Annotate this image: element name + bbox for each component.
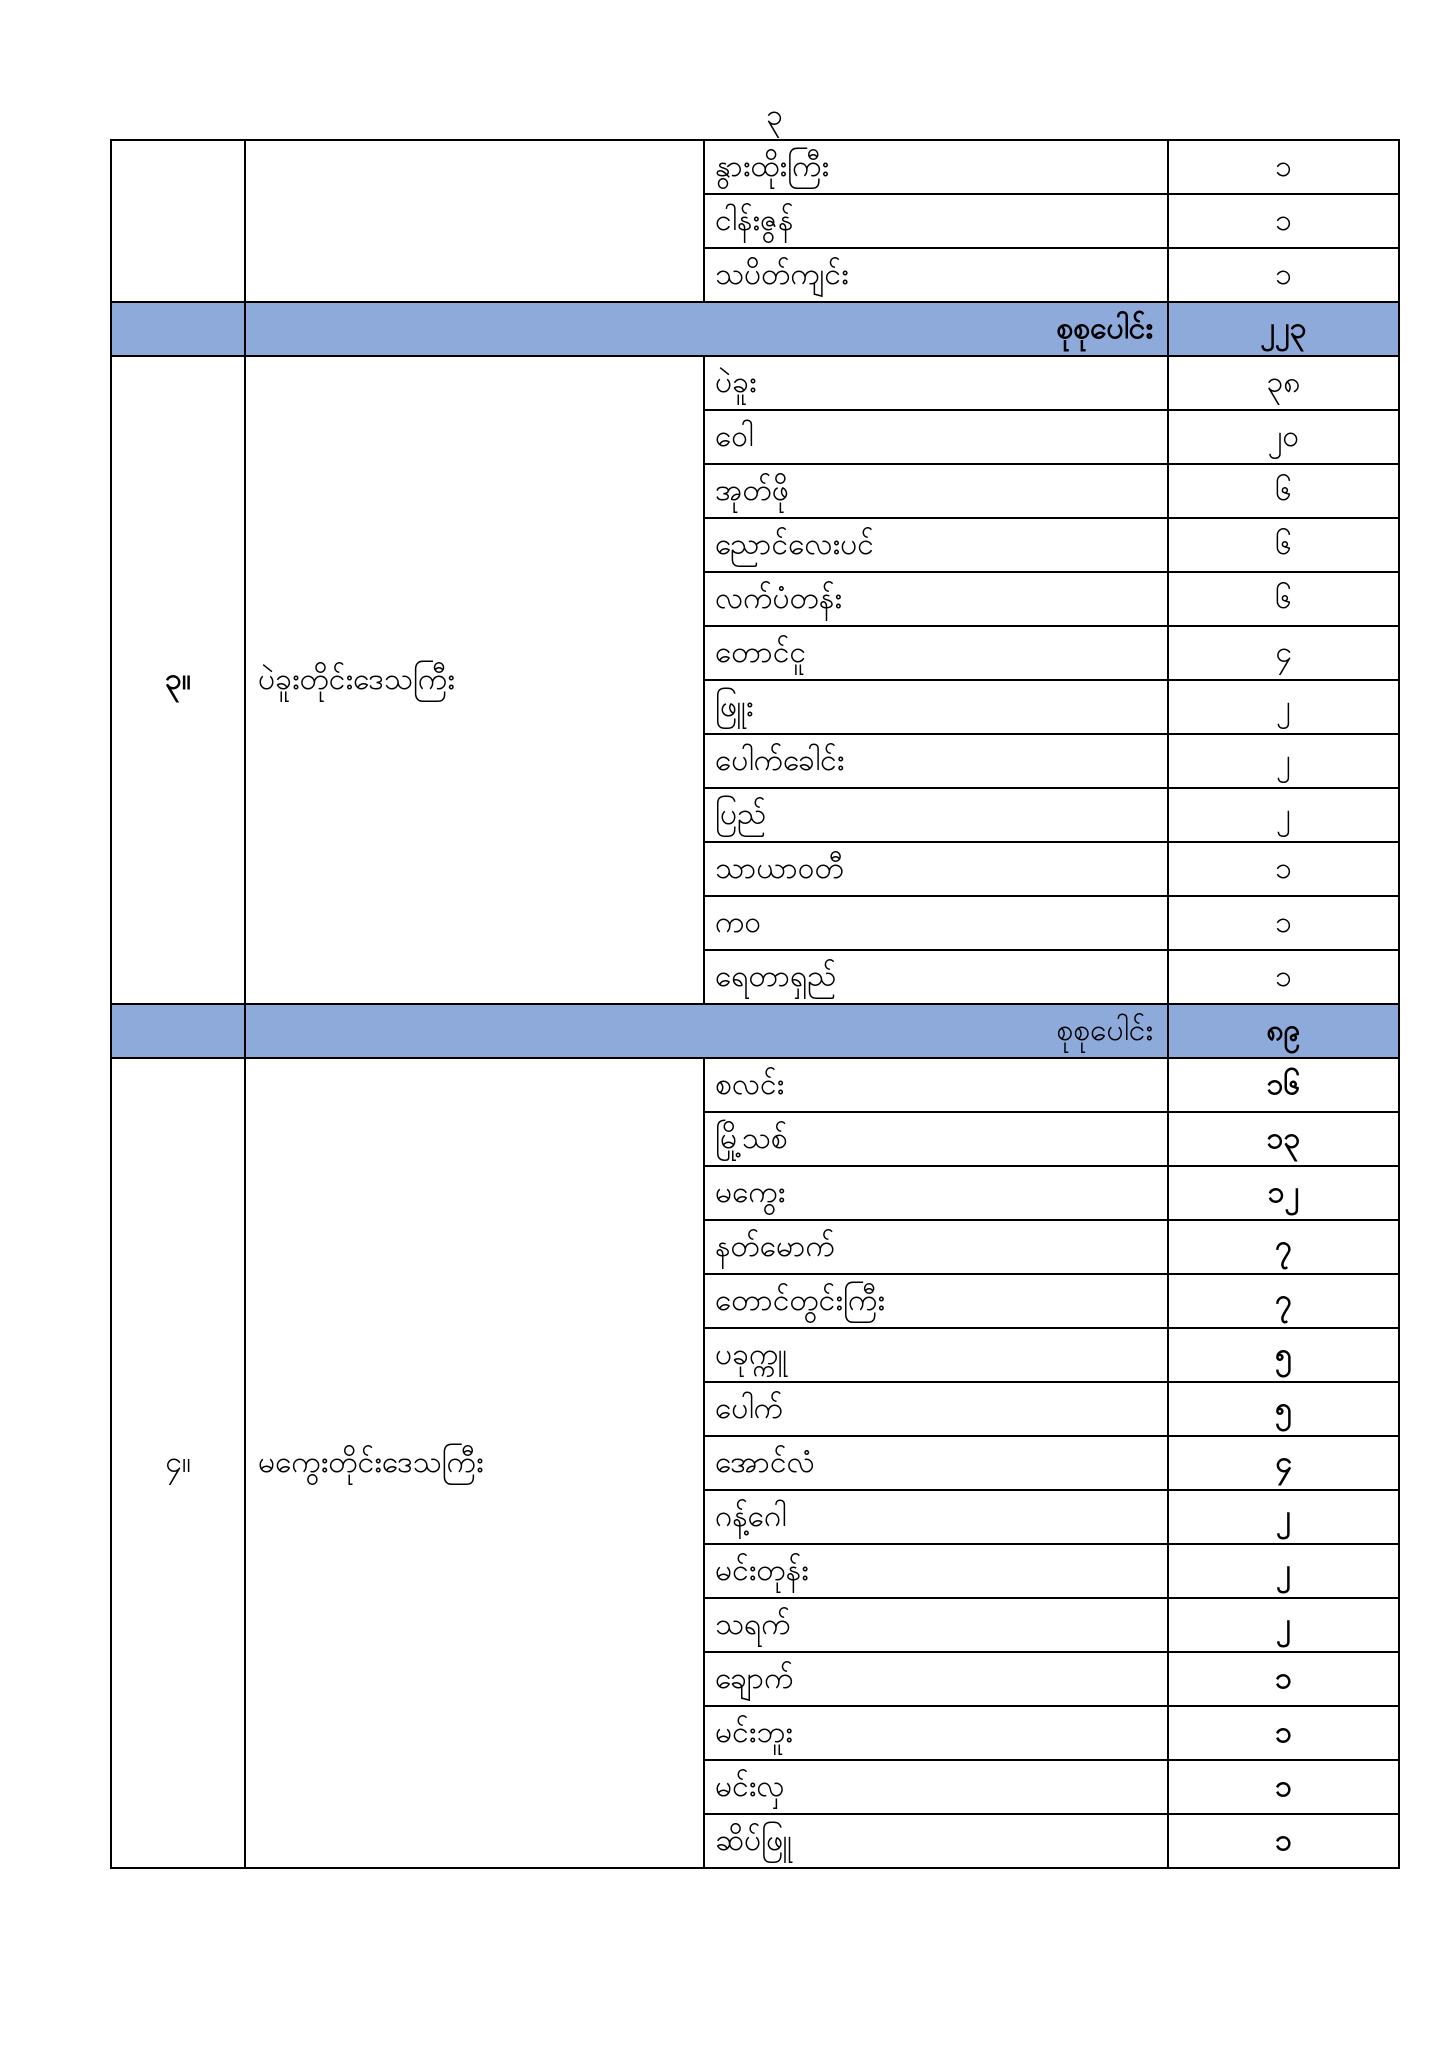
count-cell: ၆ <box>1168 464 1399 518</box>
township-cell: ဖြူး <box>704 680 1168 734</box>
township-cell: သပိတ်ကျင်း <box>704 248 1168 302</box>
subtotal-row <box>111 302 1399 356</box>
count-cell: ၂ <box>1168 680 1399 734</box>
subtotal-blank-cell <box>111 1004 245 1058</box>
region-cell-empty <box>245 140 704 302</box>
count-cell: ၁ <box>1168 1652 1399 1706</box>
count-cell: ၃၈ <box>1168 356 1399 410</box>
count-cell: ၂ <box>1168 1598 1399 1652</box>
region-number: ၄။ <box>111 1058 245 1868</box>
count-cell: ၁ <box>1168 1814 1399 1868</box>
township-cell: လက်ပံတန်း <box>704 572 1168 626</box>
subtotal-label: စုစုပေါင်း <box>245 1004 1168 1058</box>
subtotal-value: ၈၉ <box>1168 1004 1399 1058</box>
township-cell: ဂန့်ဂေါ <box>704 1490 1168 1544</box>
township-cell: ချောက် <box>704 1652 1168 1706</box>
subtotal-label: စုစုပေါင်း <box>245 302 1168 356</box>
count-cell: ၁ <box>1168 896 1399 950</box>
township-cell: တောင်ငူ <box>704 626 1168 680</box>
township-cell: အောင်လံ <box>704 1436 1168 1490</box>
township-count-table <box>110 139 1400 1869</box>
township-cell: ပဲခူး <box>704 356 1168 410</box>
count-cell: ၂ <box>1168 734 1399 788</box>
township-cell: မြို့သစ် <box>704 1112 1168 1166</box>
township-cell: နတ်မောက် <box>704 1220 1168 1274</box>
township-cell: အုတ်ဖို <box>704 464 1168 518</box>
table-row <box>111 356 1399 410</box>
count-cell: ၅ <box>1168 1382 1399 1436</box>
township-cell: မင်းလှ <box>704 1760 1168 1814</box>
township-cell: ဝေါ <box>704 410 1168 464</box>
township-cell: ညောင်လေးပင် <box>704 518 1168 572</box>
count-cell: ၂ <box>1168 1544 1399 1598</box>
township-cell: ငါန်းဇွန် <box>704 194 1168 248</box>
count-cell: ၁၃ <box>1168 1112 1399 1166</box>
count-cell: ၂ <box>1168 788 1399 842</box>
count-cell: ၅ <box>1168 1328 1399 1382</box>
count-cell: ၁၆ <box>1168 1058 1399 1112</box>
subtotal-value: ၂၂၃ <box>1168 302 1399 356</box>
township-cell: မင်းတုန်း <box>704 1544 1168 1598</box>
count-cell: ၄ <box>1168 1436 1399 1490</box>
count-cell: ၁ <box>1168 194 1399 248</box>
township-cell: ပေါက်ခေါင်း <box>704 734 1168 788</box>
count-cell: ၁ <box>1168 842 1399 896</box>
township-cell: ဆိပ်ဖြူ <box>704 1814 1168 1868</box>
township-cell: မင်းဘူး <box>704 1706 1168 1760</box>
region-name: ပဲခူးတိုင်းဒေသကြီး <box>245 356 704 1004</box>
count-cell: ၁ <box>1168 1706 1399 1760</box>
township-cell: ပခုက္ကူ <box>704 1328 1168 1382</box>
township-cell: ကဝ <box>704 896 1168 950</box>
township-cell: နွားထိုးကြီး <box>704 140 1168 194</box>
township-cell: သရက် <box>704 1598 1168 1652</box>
subtotal-blank-cell <box>111 302 245 356</box>
township-cell: မကွေး <box>704 1166 1168 1220</box>
count-cell: ၁ <box>1168 950 1399 1004</box>
township-cell: တောင်တွင်းကြီး <box>704 1274 1168 1328</box>
township-cell: ရေတာရှည် <box>704 950 1168 1004</box>
count-cell: ၄ <box>1168 626 1399 680</box>
township-cell: စလင်း <box>704 1058 1168 1112</box>
township-cell: သာယာဝတီ <box>704 842 1168 896</box>
count-cell: ၇ <box>1168 1220 1399 1274</box>
count-cell: ၁ <box>1168 140 1399 194</box>
count-cell: ၂၀ <box>1168 410 1399 464</box>
region-name: မကွေးတိုင်းဒေသကြီး <box>245 1058 704 1868</box>
count-cell: ၇ <box>1168 1274 1399 1328</box>
count-cell: ၁ <box>1168 1760 1399 1814</box>
count-cell: ၂ <box>1168 1490 1399 1544</box>
number-cell-empty <box>111 140 245 302</box>
table-row <box>111 1058 1399 1112</box>
count-cell: ၆ <box>1168 572 1399 626</box>
count-cell: ၁ <box>1168 248 1399 302</box>
page-number: ၃ <box>766 98 783 133</box>
region-number: ၃။ <box>111 356 245 1004</box>
subtotal-row <box>111 1004 1399 1058</box>
table-row <box>111 140 1399 194</box>
township-cell: ပြည် <box>704 788 1168 842</box>
count-cell: ၆ <box>1168 518 1399 572</box>
count-cell: ၁၂ <box>1168 1166 1399 1220</box>
township-cell: ပေါက် <box>704 1382 1168 1436</box>
